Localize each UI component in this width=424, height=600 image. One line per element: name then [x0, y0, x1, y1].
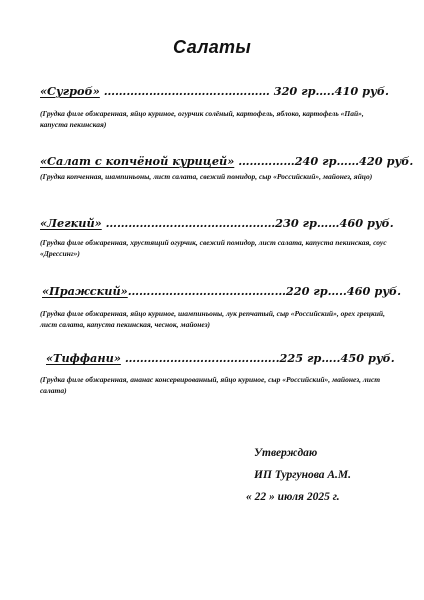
menu-item-line — [42, 284, 402, 298]
menu-item-description: (Грудка филе обжаренная, яйцо куриное, огурчик солёный, картофель, яблоко, картофель «Пай», капуста пекинская) — [40, 109, 364, 129]
menu-item-line — [40, 84, 389, 98]
menu-item-price: …………………………..………… 320 гр…..410 руб. — [99, 84, 389, 98]
menu-item-name: «Сугроб» — [40, 84, 100, 98]
menu-item-price: ………………………………………230 гр……460 руб. — [101, 216, 394, 230]
menu-item-price: ……………………………………220 гр…..460 руб. — [127, 284, 402, 298]
menu-item-name: «Легкий» — [40, 216, 102, 230]
menu-item-line — [40, 216, 394, 230]
menu-item-description: (Грудка филе обжаренная, ананас консервированный, яйцо куриное, сыр «Российский», майонез, лист салата) — [40, 375, 381, 395]
approve-label: Утверждаю — [254, 447, 318, 459]
menu-item-name: «Тиффани» — [46, 351, 121, 365]
page-title: Салаты — [172, 37, 252, 57]
approval-date: « 22 » июля 2025 г. — [246, 491, 340, 503]
menu-item-price: …………………………………..225 гр…..450 руб. — [120, 351, 395, 365]
menu-item-description: (Грудка филе обжаренная, яйцо куриное, шампиньоны, лук репчатый, сыр «Российский», орех грецкий, лист салата, капуста пекинская, чеснок, майонез) — [40, 309, 385, 329]
menu-item-description: (Грудка копченная, шампиньоны, лист салата, свежий помидор, сыр «Российский», майонез, яйцо) — [40, 172, 373, 181]
menu-item-line — [46, 351, 395, 365]
menu-item-line — [40, 154, 414, 168]
menu-item-name: «Пражский» — [42, 284, 128, 298]
menu-item-description: (Грудка филе обжаренная, хрустящий огурчик, свежий помидор, лист салата, капуста пекинская, соус «Дрессинг») — [40, 238, 387, 258]
menu-item-name: «Салат с копчёной курицей» — [40, 154, 235, 168]
menu-item-price: ……………240 гр……420 руб. — [234, 154, 414, 168]
signer-name: ИП Тургунова А.М. — [254, 469, 352, 481]
